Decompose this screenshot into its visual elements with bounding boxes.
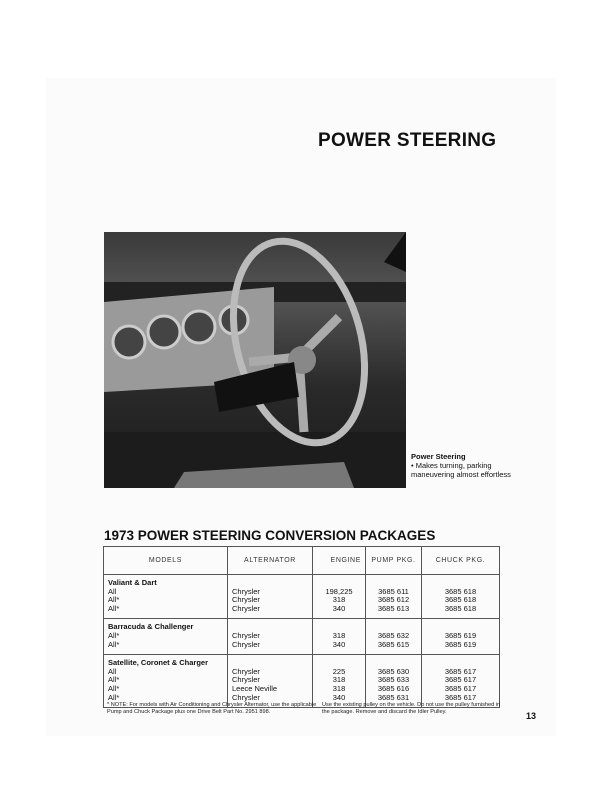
table-value: All*: [108, 603, 120, 613]
col-pump: PUMP PKG.: [366, 547, 422, 575]
table-value: All*: [108, 675, 120, 685]
conversion-packages-table: [103, 546, 500, 708]
table-value: Chrysler: [232, 675, 260, 685]
group-name: Barracuda & Challenger: [108, 622, 194, 632]
table-value: 340: [332, 603, 346, 613]
col-models: MODELS: [104, 547, 228, 575]
table-group: [104, 575, 500, 619]
photo-caption: [411, 452, 511, 479]
table-value: 318: [332, 595, 346, 605]
table-cell: [313, 575, 366, 619]
table-value: 3685 617: [444, 666, 477, 676]
group-name: Valiant & Dart: [108, 578, 157, 587]
table-value: 3685 633: [377, 675, 410, 685]
table-cell: [104, 575, 228, 619]
table-value: Chrysler: [232, 666, 260, 676]
steering-wheel-photo: [104, 232, 406, 488]
table-value: 3685 632: [377, 630, 410, 640]
table-cell: [104, 655, 228, 708]
table-value: All*: [108, 639, 120, 649]
table-cell: [228, 655, 313, 708]
section-title: 1973 POWER STEERING CONVERSION PACKAGES: [104, 528, 436, 543]
table-value: Chrysler: [232, 595, 260, 605]
page-title: POWER STEERING: [318, 130, 497, 151]
table-value: 340: [332, 639, 346, 649]
caption-bullet: • Makes turning, parking maneuvering almost effortless: [411, 461, 511, 479]
table-value: Chrysler: [232, 692, 260, 702]
table-value: All*: [108, 683, 120, 693]
table-value: 318: [332, 675, 346, 685]
note-left: * NOTE: For models with Air Conditioning and Chrysler Alternator, use the applicable Pump and Chuck Package plus one Drive Belt Part No. 2951 898.: [107, 702, 317, 715]
page-number: 13: [526, 711, 537, 721]
table-cell: [422, 575, 500, 619]
table-cell: [366, 575, 422, 619]
table-value: 318: [332, 630, 346, 640]
table-value: Chrysler: [232, 603, 260, 613]
table-value: 3685 618: [444, 595, 477, 605]
table-value: 3685 617: [444, 683, 477, 693]
table-cell: [104, 619, 228, 655]
table-value: 3685 611: [378, 586, 409, 596]
table-cell: [313, 655, 366, 708]
table-value: All*: [108, 692, 120, 702]
table-value: 3685 617: [444, 675, 477, 685]
table-value: All: [108, 586, 117, 596]
table-value: 3685 619: [444, 630, 477, 640]
col-chuck: CHUCK PKG.: [422, 547, 500, 575]
table-cell: [422, 655, 500, 708]
table-cell: [422, 619, 500, 655]
table-cell: [228, 575, 313, 619]
table-value: All: [108, 666, 117, 676]
table-value: 3685 618: [444, 603, 477, 613]
table-value: All*: [108, 595, 120, 605]
table-cell: [366, 619, 422, 655]
table-value: 3685 615: [377, 639, 410, 649]
table-value: All*: [108, 630, 120, 640]
table-value: 225: [332, 666, 346, 676]
table-value: 3685 630: [377, 666, 410, 676]
table-value: 198,225: [325, 586, 353, 596]
table-value: 318: [332, 683, 346, 693]
table-value: Chrysler: [232, 630, 260, 640]
table-value: Chrysler: [232, 586, 260, 596]
col-alternator: ALTERNATOR: [228, 547, 313, 575]
table-value: 3685 631: [377, 692, 410, 702]
table-group: [104, 655, 500, 708]
table-value: Chrysler: [232, 639, 260, 649]
table-value: Leece Neville: [232, 683, 278, 693]
table-cell: [366, 655, 422, 708]
group-name: Satellite, Coronet & Charger: [108, 658, 209, 668]
table-value: 3685 613: [377, 603, 410, 613]
col-engine: ENGINE: [313, 547, 366, 575]
table-value: 3685 617: [444, 692, 477, 702]
table-group: [104, 619, 500, 655]
table-value: 3685 619: [444, 639, 477, 649]
table-value: 340: [332, 692, 346, 702]
table-value: 3685 618: [444, 586, 477, 596]
table-value: 3685 616: [377, 683, 410, 693]
caption-heading: Power Steering: [411, 452, 466, 461]
table-value: 3685 612: [377, 595, 410, 605]
table-cell: [313, 619, 366, 655]
note-right: Use the existing pulley on the vehicle. Do not use the pulley furnished in the package. Remove and discard the Idler Pulley.: [322, 702, 501, 715]
table-cell: [228, 619, 313, 655]
